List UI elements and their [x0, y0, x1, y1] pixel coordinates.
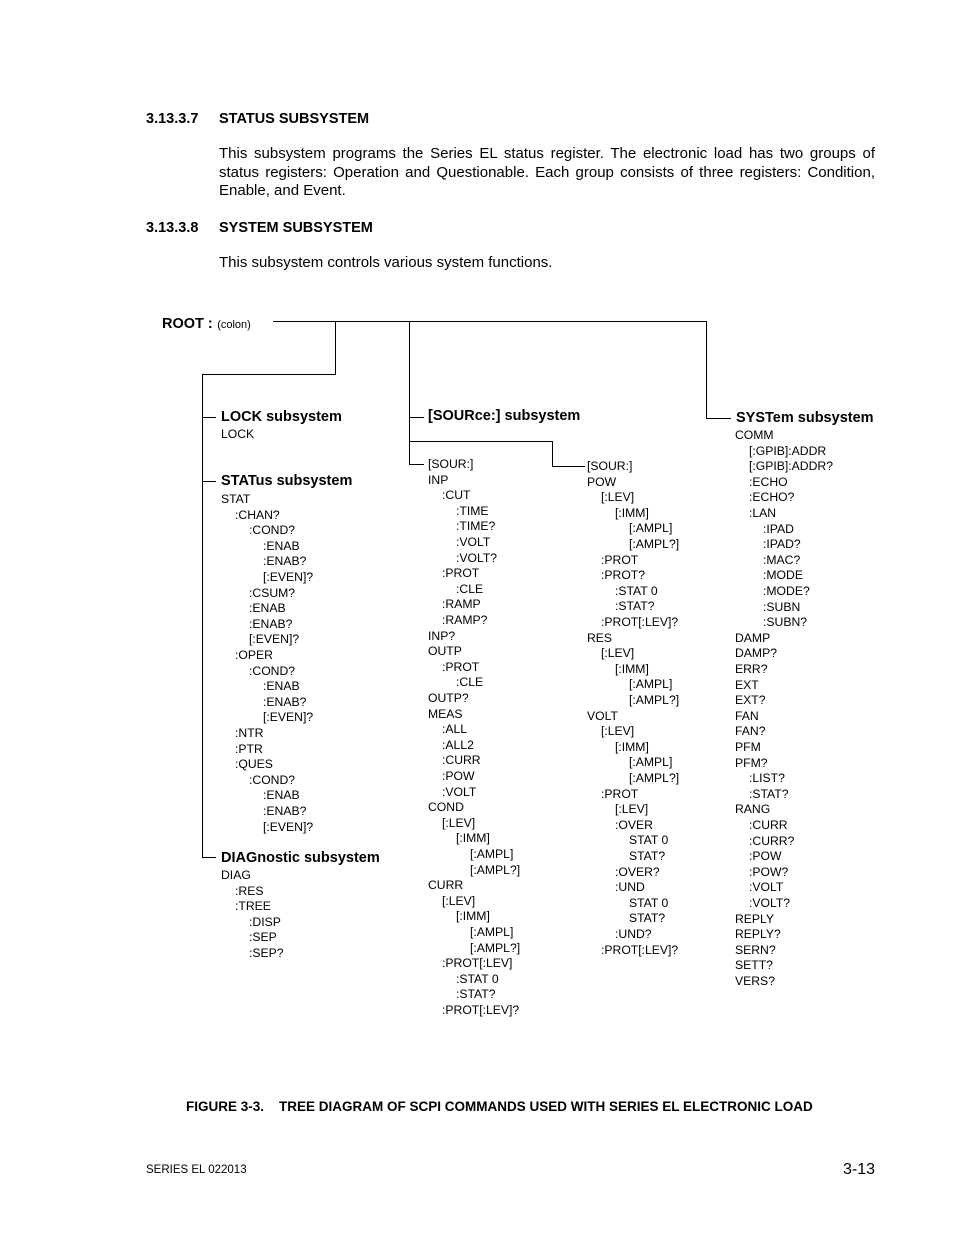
command-item: :OVER — [615, 817, 653, 832]
command-item: INP? — [428, 628, 456, 643]
command-item: FAN — [735, 708, 759, 723]
command-item: :UND? — [615, 927, 652, 941]
command-item: :ENAB? — [249, 616, 293, 631]
command-item: :STAT? — [615, 599, 655, 614]
command-item: [:EVEN]? — [263, 570, 314, 584]
command-item: :MODE? — [763, 584, 810, 598]
command-item: :IPAD — [763, 521, 794, 536]
page-number: 3-13 — [843, 1161, 876, 1178]
command-item: STAT? — [629, 849, 666, 863]
connector-line — [706, 321, 707, 419]
command-item: [:AMPL] — [470, 925, 514, 939]
command-item: [:AMPL?] — [470, 940, 521, 955]
command-item: :OPER — [235, 648, 273, 662]
section-title: STATUS SUBSYSTEM — [219, 111, 370, 127]
command-item: :IPAD? — [763, 537, 801, 552]
command-item: PFM — [735, 740, 761, 754]
command-item: :RAMP? — [442, 613, 488, 627]
command-item: :MODE — [763, 568, 803, 583]
command-item: STAT? — [629, 911, 666, 926]
command-item: :ENAB — [263, 538, 300, 553]
command-item: :PROT[:LEV]? — [601, 615, 679, 629]
command-item: :CLE — [456, 675, 484, 690]
command-item: RANG — [735, 802, 771, 817]
command-item: :CURR? — [749, 833, 795, 848]
system-subsystem-title: SYSTem subsystem — [736, 410, 874, 426]
command-item: [:AMPL] — [629, 521, 673, 536]
command-item: :PROT — [601, 552, 639, 567]
command-item: :ALL — [442, 722, 468, 737]
command-item: :UND — [615, 880, 645, 895]
connector-line — [202, 857, 216, 858]
command-item: COMM — [735, 428, 774, 442]
command-item: :ENAB? — [263, 554, 307, 569]
command-item: :COND? — [249, 663, 296, 678]
root-title: ROOT : — [162, 316, 213, 332]
command-item: :LAN — [749, 506, 777, 520]
command-item: RES — [587, 630, 613, 645]
command-item: ERR? — [735, 662, 768, 676]
command-item: :STAT? — [456, 987, 496, 1002]
command-item: [:IMM] — [615, 505, 649, 520]
command-item: [:AMPL] — [470, 847, 514, 861]
root-label — [162, 315, 251, 333]
command-item: :VOLT — [749, 880, 784, 895]
command-item: [SOUR:] — [587, 459, 633, 473]
command-item: :ENAB — [263, 679, 300, 694]
command-item: STAT — [221, 492, 251, 506]
command-item: CURR — [428, 878, 464, 893]
command-item: :PROT[:LEV]? — [601, 942, 679, 957]
connector-line — [202, 374, 336, 375]
command-item: :CLE — [456, 581, 484, 596]
command-item: VOLT — [587, 708, 618, 723]
command-item: :PROT[:LEV] — [442, 956, 513, 971]
command-item: :TIME? — [456, 519, 496, 534]
command-item: :SEP — [249, 930, 277, 945]
command-item: :VOLT — [456, 535, 491, 549]
command-item: :TIME — [456, 503, 489, 518]
command-item: :OVER? — [615, 864, 660, 879]
command-item: VERS? — [735, 974, 775, 988]
command-item: :VOLT? — [749, 896, 791, 910]
command-item: [:IMM] — [456, 831, 490, 846]
connector-line — [552, 441, 553, 467]
source-subsystem-title: [SOURce:] subsystem — [428, 408, 581, 424]
command-item: :LIST? — [749, 771, 785, 786]
command-item: :POW — [749, 849, 782, 864]
command-item: :ECHO — [749, 474, 788, 489]
command-item: :ALL2 — [442, 737, 474, 752]
command-item: :PROT? — [601, 568, 646, 583]
command-item: LOCK — [221, 427, 255, 441]
section-body: This subsystem controls various system functions. — [219, 254, 553, 271]
command-item: [:AMPL] — [629, 677, 673, 692]
command-item: COND — [428, 800, 464, 815]
command-item: :PROT — [601, 786, 639, 801]
command-item: :ENAB — [249, 601, 286, 616]
connector-line — [409, 441, 552, 442]
status-subsystem-title: STATus subsystem — [221, 473, 353, 489]
command-item: DIAG — [221, 868, 251, 882]
command-item: :MAC? — [763, 552, 801, 567]
command-item: :POW? — [749, 864, 789, 879]
command-item: [SOUR:] — [428, 457, 474, 471]
command-item: STAT 0 — [629, 833, 669, 848]
command-item: :RAMP — [442, 597, 481, 612]
command-item: :STAT 0 — [456, 971, 499, 986]
command-item: [:LEV] — [442, 815, 476, 830]
command-item: SERN? — [735, 942, 776, 957]
command-item: EXT — [735, 677, 759, 692]
command-item: :POW — [442, 769, 475, 783]
command-item: INP — [428, 472, 449, 487]
command-item: [:GPIB]:ADDR? — [749, 459, 833, 474]
connector-line — [552, 466, 585, 467]
figure-caption: FIGURE 3-3. TREE DIAGRAM OF SCPI COMMANDS USED WITH SERIES EL ELECTRONIC LOAD — [186, 1099, 813, 1114]
command-item: :VOLT? — [456, 550, 498, 565]
command-item: :QUES — [235, 757, 273, 772]
command-item: [:AMPL?] — [629, 693, 680, 707]
section-body: This subsystem programs the Series EL status register. The electronic load has two groups of status registers: Operation and Questionable. Each group consists of three registers: Condition, Enable, and Event. — [219, 145, 875, 199]
command-item: [:AMPL?] — [629, 537, 680, 551]
command-item: :COND? — [249, 523, 296, 538]
command-item: [:LEV] — [615, 802, 649, 817]
command-item: [:LEV] — [601, 724, 635, 739]
command-item: :CHAN? — [235, 507, 280, 522]
connector-line — [706, 418, 731, 419]
command-item: [:AMPL?] — [470, 862, 521, 877]
command-item: [:IMM] — [615, 661, 649, 676]
lock-subsystem-title: LOCK subsystem — [221, 409, 342, 425]
command-item: [:EVEN]? — [249, 632, 300, 647]
command-item: [:IMM] — [456, 909, 490, 924]
command-item: STAT 0 — [629, 895, 669, 910]
command-item: :ENAB — [263, 788, 300, 803]
command-item: [:LEV] — [442, 893, 476, 908]
command-item: :ECHO? — [749, 490, 795, 505]
command-item: :PROT — [442, 566, 480, 581]
command-item: [:EVEN]? — [263, 819, 314, 834]
command-item: DAMP? — [735, 646, 777, 661]
connector-line — [202, 417, 216, 418]
footer-left: SERIES EL 022013 — [146, 1164, 247, 1176]
connector-line — [273, 321, 707, 322]
diagnostic-subsystem-title: DIAGnostic subsystem — [221, 850, 380, 866]
command-item: :SUBN — [763, 599, 801, 614]
connector-line — [409, 464, 424, 465]
connector-line — [202, 374, 203, 858]
connector-line — [202, 481, 216, 482]
command-item: SETT? — [735, 958, 773, 973]
section-number: 3.13.3.8 — [146, 220, 199, 236]
command-item: :COND? — [249, 772, 296, 787]
connector-line — [409, 321, 410, 465]
command-item: PFM? — [735, 755, 768, 770]
command-item: REPLY — [735, 911, 775, 926]
section-number: 3.13.3.7 — [146, 111, 199, 127]
command-item: REPLY? — [735, 927, 781, 942]
command-item: [:LEV] — [601, 646, 635, 661]
command-item: :SUBN? — [763, 615, 808, 630]
command-item: [:AMPL] — [629, 755, 673, 770]
command-item: :STAT 0 — [615, 583, 658, 598]
command-item: :CURR — [442, 753, 481, 768]
command-item: :PROT — [442, 659, 480, 674]
command-item: [:EVEN]? — [263, 710, 314, 725]
command-item: OUTP? — [428, 691, 469, 705]
command-item: FAN? — [735, 724, 766, 739]
command-item: DAMP — [735, 630, 771, 645]
connector-line — [335, 321, 336, 375]
section-title: SYSTEM SUBSYSTEM — [219, 220, 373, 236]
command-item: :ENAB? — [263, 694, 307, 709]
command-item: :CSUM? — [249, 585, 296, 600]
command-item: :DISP — [249, 914, 281, 929]
command-item: [:LEV] — [601, 490, 635, 505]
command-item: :ENAB? — [263, 804, 307, 818]
command-item: [:GPIB]:ADDR — [749, 443, 827, 458]
command-item: [:IMM] — [615, 739, 649, 754]
command-item: :VOLT — [442, 784, 477, 799]
command-item: :CUT — [442, 488, 471, 503]
command-item: :PROT[:LEV]? — [442, 1003, 520, 1017]
command-item: :STAT? — [749, 786, 789, 801]
command-item: POW — [587, 474, 617, 489]
command-item: :RES — [235, 883, 264, 898]
command-item: EXT? — [735, 693, 766, 708]
root-note: (colon) — [217, 319, 251, 331]
command-item: MEAS — [428, 706, 463, 721]
command-item: OUTP — [428, 644, 462, 659]
command-item: :CURR — [749, 818, 788, 832]
connector-line — [409, 417, 424, 418]
command-item: :PTR — [235, 741, 263, 756]
command-item: :TREE — [235, 899, 271, 914]
command-item: :NTR — [235, 726, 264, 740]
command-item: :SEP? — [249, 946, 284, 960]
command-item: [:AMPL?] — [629, 771, 680, 785]
